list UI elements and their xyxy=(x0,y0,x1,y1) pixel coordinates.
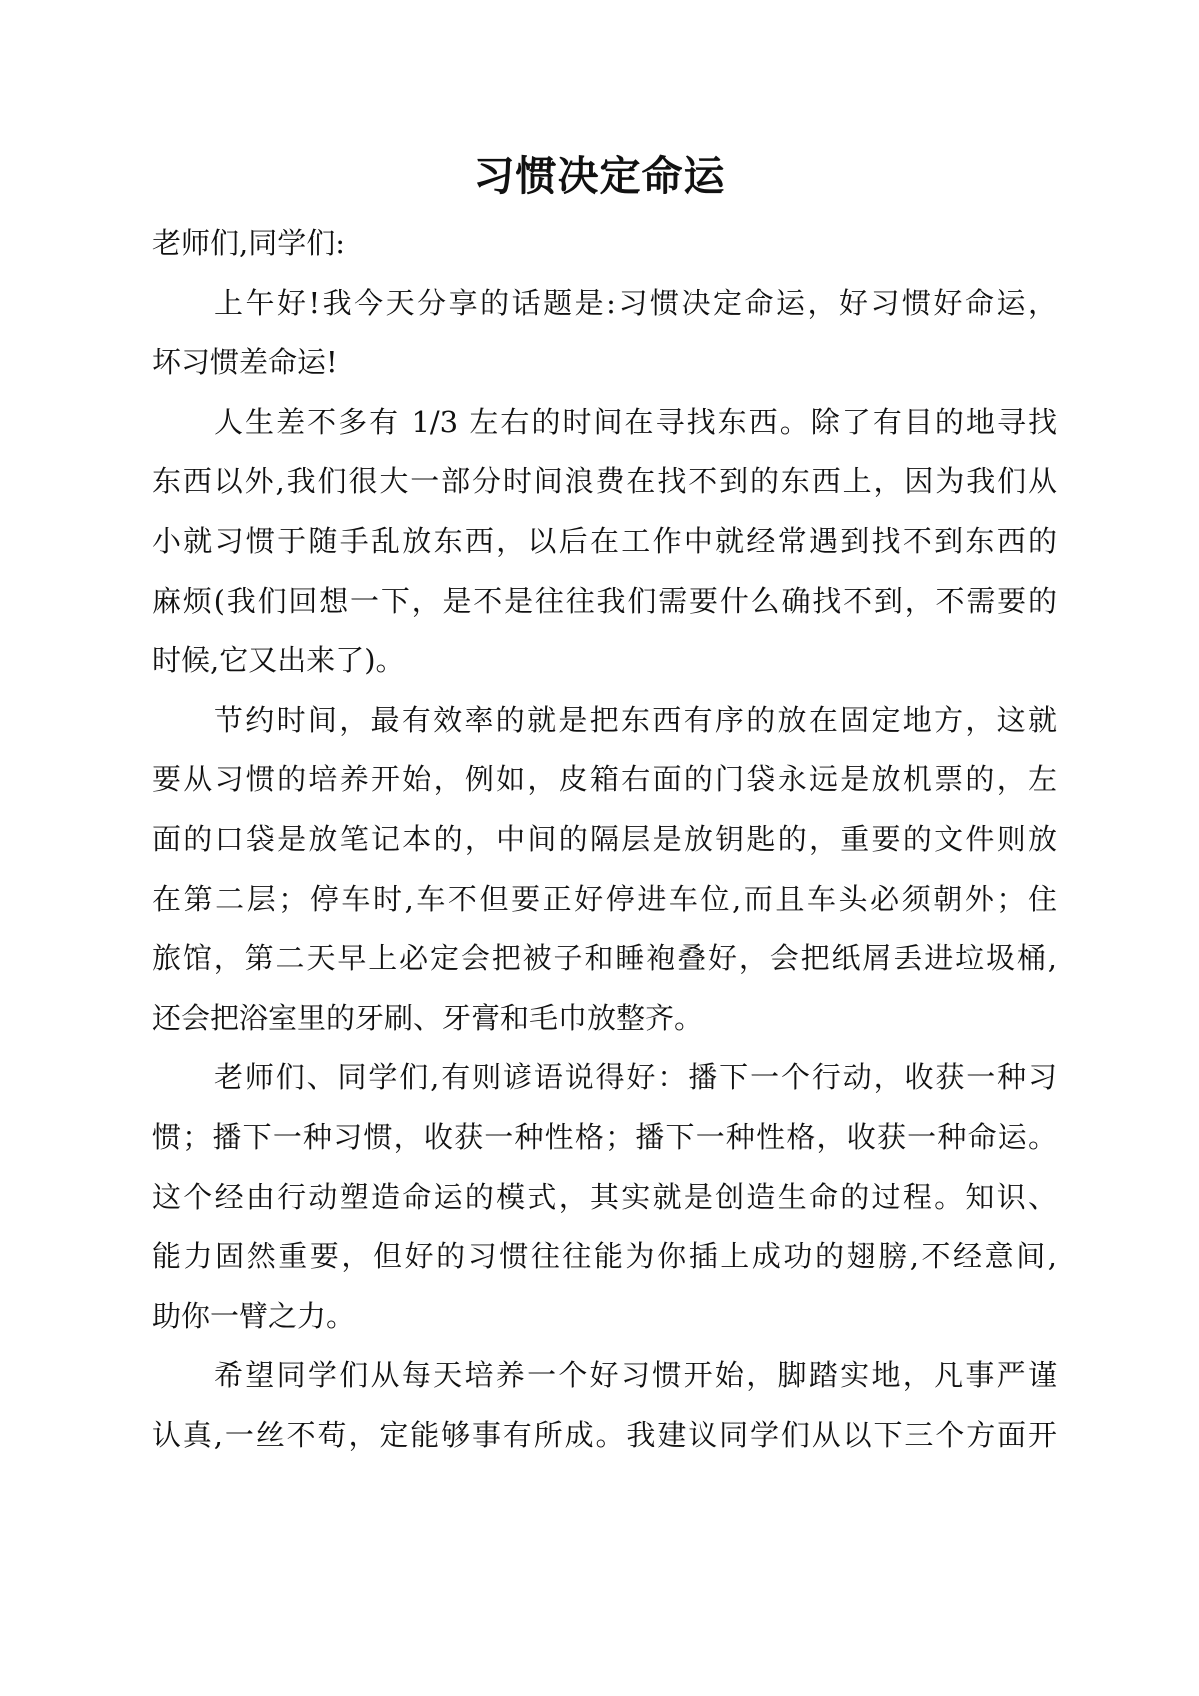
paragraph-3-line-1: 节约时间，最有效率的就是把东西有序的放在固定地方，这就 xyxy=(214,702,1057,737)
paragraph-4-line-4: 能力固然重要，但好的习惯往往能为你插上成功的翅膀,不经意间, xyxy=(152,1239,1057,1274)
paragraph-2-line-3: 小就习惯于随手乱放东西，以后在工作中就经常遇到找不到东西的 xyxy=(152,523,1057,558)
paragraph-5-line-2: 认真,一丝不苟，定能够事有所成。我建议同学们从以下三个方面开 xyxy=(152,1417,1057,1452)
paragraph-4-line-3: 这个经由行动塑造命运的模式，其实就是创造生命的过程。知识、 xyxy=(152,1179,1057,1214)
paragraph-2-line-5: 时候,它又出来了)。 xyxy=(152,643,405,678)
greeting-line: 老师们,同学们: xyxy=(152,226,345,260)
paragraph-2-line-2: 东西以外,我们很大一部分时间浪费在找不到的东西上，因为我们从 xyxy=(152,464,1057,499)
paragraph-3-line-4: 在第二层；停车时,车不但要正好停进车位,而且车头必须朝外；住 xyxy=(152,881,1057,916)
paragraph-3-line-5: 旅馆，第二天早上必定会把被子和睡袍叠好，会把纸屑丢进垃圾桶, xyxy=(152,941,1057,976)
paragraph-1-line-2: 坏习惯差命运! xyxy=(152,345,338,380)
document-body xyxy=(152,214,1057,1465)
paragraph-3-line-2: 要从习惯的培养开始，例如，皮箱右面的门袋永远是放机票的，左 xyxy=(152,762,1057,797)
paragraph-2-line-4: 麻烦(我们回想一下，是不是往往我们需要什么确找不到，不需要的 xyxy=(152,583,1057,618)
document-title: 习惯决定命运 xyxy=(473,152,726,200)
paragraph-4-line-5: 助你一臂之力。 xyxy=(152,1298,356,1333)
paragraph-3-line-6: 还会把浴室里的牙刷、牙膏和毛巾放整齐。 xyxy=(152,1000,704,1035)
paragraph-5-line-1: 希望同学们从每天培养一个好习惯开始，脚踏实地，凡事严谨 xyxy=(214,1358,1057,1393)
paragraph-4-line-1: 老师们、同学们,有则谚语说得好：播下一个行动，收获一种习 xyxy=(214,1060,1057,1095)
paragraph-3-line-3: 面的口袋是放笔记本的，中间的隔层是放钥匙的，重要的文件则放 xyxy=(152,821,1057,856)
paragraph-1-line-1: 上午好!我今天分享的话题是:习惯决定命运，好习惯好命运， xyxy=(214,285,1057,320)
paragraph-4-line-2: 惯；播下一种习惯，收获一种性格；播下一种性格，收获一种命运。 xyxy=(152,1119,1057,1154)
paragraph-2-line-1: 人生差不多有 1/3 左右的时间在寻找东西。除了有目的地寻找 xyxy=(214,404,1057,439)
